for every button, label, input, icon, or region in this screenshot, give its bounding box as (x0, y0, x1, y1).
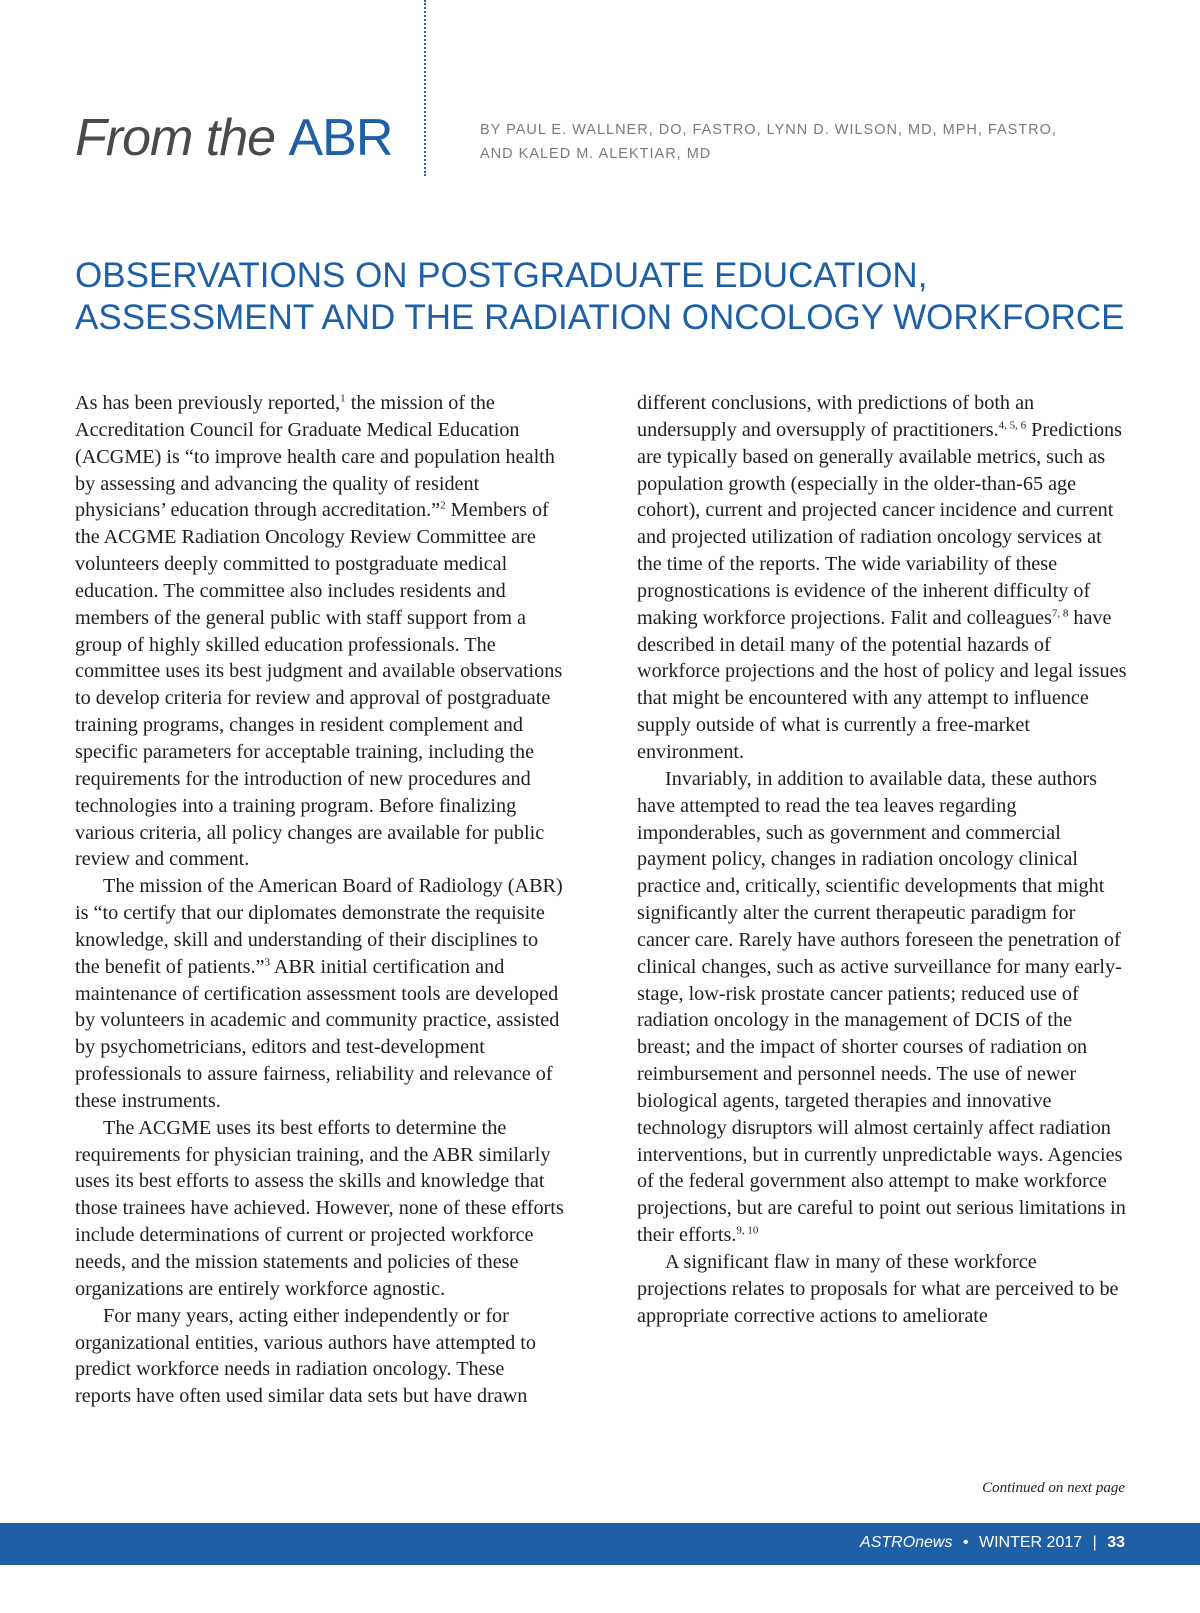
left-column (75, 390, 565, 1410)
paragraph-1-text-a: As has been previously reported, (75, 392, 341, 414)
right-column (637, 390, 1127, 1330)
paragraph-1-text-c: Members of the ACGME Radiation Oncology Review Committee are volunteers deeply committed to postgraduate medical education. The committee also includes residents and members of the general public with staff support from a group of highly skilled education professionals. The committee uses its best judgment and available observations to develop criteria for review and approval of postgraduate training programs, changes in resident complement and specific parameters for acceptable training, including the requirements for the introduction of new procedures and technologies into a training program. Before finalizing various criteria, all policy changes are available for public review and comment. (75, 499, 563, 871)
footer-divider: | (1092, 1534, 1097, 1551)
paragraph-2-text-b: ABR initial certification and maintenance of certification assessment tools are developed by volunteers in academic and community practice, assisted by psychometricians, editors and test-development professionals to assure fairness, reliability and relevance of these instruments. (75, 955, 560, 1112)
footnote-ref: 7, 8 (1051, 607, 1069, 620)
footer-publication: ASTROnews (860, 1534, 953, 1551)
paragraph-1-text-b: the mission of the Accreditation Council for Graduate Medical Education (ACGME) is “to improve health care and population health by assessing and advancing the quality of resident physicians’ education through accreditation.” (75, 392, 555, 522)
footer-issue: WINTER 2017 (979, 1534, 1083, 1551)
footer-content (860, 1534, 1125, 1552)
paragraph-4-continued (637, 390, 1127, 766)
byline (480, 118, 1120, 166)
footer-bullet: • (962, 1534, 969, 1551)
paragraph-2 (75, 873, 565, 1115)
paragraph-5 (637, 766, 1127, 1249)
page-number: 33 (1107, 1534, 1125, 1551)
footnote-ref: 4, 5, 6 (998, 419, 1027, 432)
paragraph-1 (75, 390, 565, 873)
section-label (75, 108, 392, 168)
footnote-ref: 3 (264, 955, 270, 968)
paragraph-2-text-a: The mission of the American Board of Radiology (ABR) is “to certify that our diplomates demonstrate the requisite knowledge, skill and understanding of their disciplines to the benefit of patients.” (75, 875, 563, 978)
article-title-line-2: ASSESSMENT AND THE RADIATION ONCOLOGY WORKFORCE (75, 298, 1125, 337)
paragraph-4-text-c: have described in detail many of the potential hazards of workforce projections and the host of policy and legal issues that might be encountered with any attempt to influence supply outside of what is currently a free-market environment. (637, 606, 1127, 763)
paragraph-4-text-a-cont: different conclusions, with predictions of both an undersupply and oversupply of practitioners. (637, 392, 1035, 441)
paragraph-4-start (75, 1303, 565, 1410)
section-label-abr: ABR (288, 109, 393, 167)
footnote-ref: 9, 10 (736, 1224, 759, 1237)
continued-notice: Continued on next page (982, 1480, 1125, 1496)
footnote-ref: 1 (340, 392, 346, 405)
paragraph-4-text-b: Predictions are typically based on generally available metrics, such as population growth (especially in the older-than-65 age cohort), current and projected cancer incidence and current and projected utilization of radiation oncology services at the time of the reports. The wide variability of these prognostications is evidence of the inherent difficulty of making workforce projections. Falit and colleagues (637, 418, 1123, 629)
paragraph-5-text: Invariably, in addition to available data, these authors have attempted to read the tea leaves regarding imponderables, such as government and commercial payment policy, changes in radiation oncology clinical practice and, critically, scientific developments that might significantly alter the current therapeutic paradigm for cancer care. Rarely have authors foreseen the penetration of clinical changes, such as active surveillance for many early-stage, low-risk prostate cancer patients; reduced use of radiation oncology in the management of DCIS of the breast; and the impact of shorter courses of radiation on reimbursement and personnel needs. The use of newer biological agents, targeted therapies and innovative technology disruptors will almost certainly affect radiation interventions, but in currently unpredictable ways. Agencies of the federal government also attempt to make workforce projections, but are careful to point out serious limitations in their efforts. (637, 767, 1126, 1247)
byline-line-1: BY PAUL E. WALLNER, DO, FASTRO, LYNN D. WILSON, MD, MPH, FASTRO, (480, 122, 1057, 138)
footnote-ref: 2 (440, 499, 446, 512)
article-title (75, 255, 1155, 339)
paragraph-4-text-a: For many years, acting either independently or for organizational entities, various authors have attempted to predict workforce needs in radiation oncology. These reports have often used similar data sets but have drawn (75, 1304, 537, 1408)
footer-bar (0, 1523, 1200, 1565)
paragraph-3: The ACGME uses its best efforts to determine the requirements for physician training, and the ABR similarly uses its best efforts to assess the skills and knowledge that those trainees have achieved. However, none of these efforts include determinations of current or projected workforce needs, and the mission statements and policies of these organizations are entirely workforce agnostic. (75, 1116, 564, 1300)
byline-line-2: AND KALED M. ALEKTIAR, MD (480, 146, 712, 162)
dotted-divider (424, 0, 426, 176)
section-label-prefix: From the (75, 109, 289, 167)
article-title-line-1: OBSERVATIONS ON POSTGRADUATE EDUCATION, (75, 256, 928, 295)
paragraph-6: A significant flaw in many of these workforce projections relates to proposals for what are perceived to be appropriate corrective actions to ameliorate (637, 1251, 1119, 1327)
